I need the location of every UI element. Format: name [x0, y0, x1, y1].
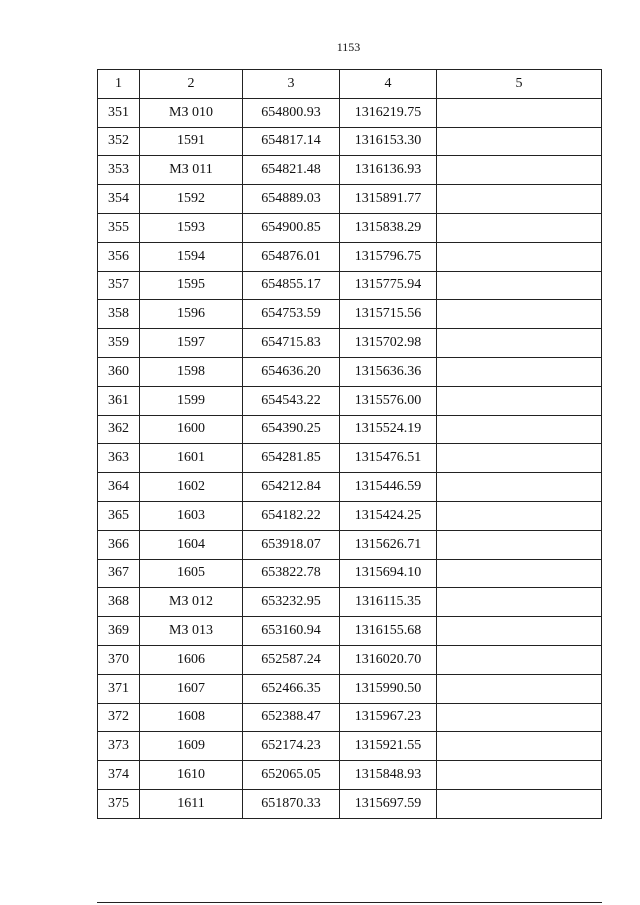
table-cell-col-2: 1598 — [140, 357, 243, 386]
table-cell-col-5 — [437, 156, 602, 185]
table-cell-col-3: 651870.33 — [243, 789, 340, 818]
table-cell-col-1: 356 — [98, 242, 140, 271]
table-row — [98, 789, 602, 818]
table-row — [98, 761, 602, 790]
table-cell-col-5 — [437, 501, 602, 530]
coordinates-table — [97, 69, 602, 819]
table-cell-col-4: 1316219.75 — [340, 98, 437, 127]
table-cell-col-1: 351 — [98, 98, 140, 127]
table-cell-col-1: 363 — [98, 444, 140, 473]
table-cell-col-1: 358 — [98, 300, 140, 329]
table-cell-col-5 — [437, 674, 602, 703]
header-cell-3: 3 — [243, 70, 340, 99]
table-cell-col-4: 1315424.25 — [340, 501, 437, 530]
table-row — [98, 127, 602, 156]
table-header — [98, 70, 602, 99]
table-cell-col-4: 1316115.35 — [340, 588, 437, 617]
table-cell-col-5 — [437, 415, 602, 444]
table-cell-col-1: 360 — [98, 357, 140, 386]
table-cell-col-1: 375 — [98, 789, 140, 818]
table-cell-col-1: 354 — [98, 185, 140, 214]
table-cell-col-3: 654876.01 — [243, 242, 340, 271]
table-cell-col-4: 1315990.50 — [340, 674, 437, 703]
table-cell-col-2: 1595 — [140, 271, 243, 300]
table-cell-col-3: 654281.85 — [243, 444, 340, 473]
table-cell-col-3: 654543.22 — [243, 386, 340, 415]
table-row — [98, 415, 602, 444]
table-cell-col-3: 654753.59 — [243, 300, 340, 329]
header-cell-2: 2 — [140, 70, 243, 99]
table-cell-col-5 — [437, 444, 602, 473]
table-cell-col-4: 1315848.93 — [340, 761, 437, 790]
header-cell-5: 5 — [437, 70, 602, 99]
table-cell-col-2: 1608 — [140, 703, 243, 732]
table-cell-col-4: 1315476.51 — [340, 444, 437, 473]
table-cell-col-2: МЗ 013 — [140, 617, 243, 646]
table-row — [98, 386, 602, 415]
table-cell-col-2: 1606 — [140, 645, 243, 674]
table-cell-col-1: 357 — [98, 271, 140, 300]
table-row — [98, 98, 602, 127]
table-row — [98, 703, 602, 732]
table-row — [98, 559, 602, 588]
table-cell-col-3: 652587.24 — [243, 645, 340, 674]
table-cell-col-2: МЗ 012 — [140, 588, 243, 617]
table-row — [98, 242, 602, 271]
table-row — [98, 617, 602, 646]
table-body — [98, 98, 602, 818]
table-cell-col-4: 1315576.00 — [340, 386, 437, 415]
table-cell-col-5 — [437, 789, 602, 818]
table-cell-col-4: 1315967.23 — [340, 703, 437, 732]
table-cell-col-5 — [437, 645, 602, 674]
table-row — [98, 530, 602, 559]
table-row — [98, 185, 602, 214]
table-cell-col-2: 1600 — [140, 415, 243, 444]
table-cell-col-4: 1315796.75 — [340, 242, 437, 271]
table-cell-col-5 — [437, 588, 602, 617]
table-cell-col-5 — [437, 617, 602, 646]
table-cell-col-3: 654900.85 — [243, 213, 340, 242]
table-cell-col-5 — [437, 386, 602, 415]
table-row — [98, 156, 602, 185]
table-cell-col-1: 362 — [98, 415, 140, 444]
table-cell-col-3: 652388.47 — [243, 703, 340, 732]
table-row — [98, 357, 602, 386]
table-cell-col-1: 372 — [98, 703, 140, 732]
table-cell-col-3: 654889.03 — [243, 185, 340, 214]
table-cell-col-2: 1603 — [140, 501, 243, 530]
table-cell-col-1: 364 — [98, 473, 140, 502]
table-cell-col-1: 361 — [98, 386, 140, 415]
table-cell-col-3: 654636.20 — [243, 357, 340, 386]
table-cell-col-4: 1315694.10 — [340, 559, 437, 588]
table-cell-col-4: 1315838.29 — [340, 213, 437, 242]
table-cell-col-2: 1602 — [140, 473, 243, 502]
table-row — [98, 674, 602, 703]
table-cell-col-4: 1315775.94 — [340, 271, 437, 300]
table-cell-col-2: 1604 — [140, 530, 243, 559]
table-row — [98, 444, 602, 473]
table-cell-col-5 — [437, 127, 602, 156]
table-cell-col-2: 1610 — [140, 761, 243, 790]
table-cell-col-2: 1592 — [140, 185, 243, 214]
table-cell-col-1: 368 — [98, 588, 140, 617]
table-cell-col-2: 1605 — [140, 559, 243, 588]
table-cell-col-5 — [437, 271, 602, 300]
table-cell-col-2: 1607 — [140, 674, 243, 703]
table-cell-col-2: 1599 — [140, 386, 243, 415]
table-cell-col-2: 1611 — [140, 789, 243, 818]
table-cell-col-4: 1315891.77 — [340, 185, 437, 214]
table-cell-col-5 — [437, 329, 602, 358]
table-cell-col-1: 374 — [98, 761, 140, 790]
table-cell-col-3: 653232.95 — [243, 588, 340, 617]
table-cell-col-3: 654821.48 — [243, 156, 340, 185]
table-cell-col-5 — [437, 530, 602, 559]
table-cell-col-2: МЗ 010 — [140, 98, 243, 127]
table-cell-col-4: 1315697.59 — [340, 789, 437, 818]
table-row — [98, 329, 602, 358]
table-row — [98, 271, 602, 300]
table-cell-col-4: 1315702.98 — [340, 329, 437, 358]
table-row — [98, 300, 602, 329]
table-cell-col-5 — [437, 98, 602, 127]
table-cell-col-3: 653160.94 — [243, 617, 340, 646]
table-cell-col-5 — [437, 300, 602, 329]
table-row — [98, 213, 602, 242]
table-cell-col-5 — [437, 732, 602, 761]
table-cell-col-2: 1601 — [140, 444, 243, 473]
table-cell-col-1: 367 — [98, 559, 140, 588]
table-cell-col-3: 654855.17 — [243, 271, 340, 300]
table-cell-col-3: 654715.83 — [243, 329, 340, 358]
table-cell-col-5 — [437, 357, 602, 386]
table-cell-col-4: 1315636.36 — [340, 357, 437, 386]
table-cell-col-1: 371 — [98, 674, 140, 703]
table-cell-col-1: 353 — [98, 156, 140, 185]
table-cell-col-3: 654817.14 — [243, 127, 340, 156]
table-cell-col-2: 1597 — [140, 329, 243, 358]
table-cell-col-5 — [437, 213, 602, 242]
table-cell-col-1: 369 — [98, 617, 140, 646]
table-row — [98, 501, 602, 530]
table-row — [98, 588, 602, 617]
table-cell-col-4: 1315446.59 — [340, 473, 437, 502]
table-cell-col-1: 352 — [98, 127, 140, 156]
table-cell-col-5 — [437, 559, 602, 588]
table-cell-col-1: 366 — [98, 530, 140, 559]
table-cell-col-3: 654390.25 — [243, 415, 340, 444]
table-cell-col-2: 1596 — [140, 300, 243, 329]
header-cell-4: 4 — [340, 70, 437, 99]
table-cell-col-4: 1316020.70 — [340, 645, 437, 674]
table-cell-col-4: 1315921.55 — [340, 732, 437, 761]
table-cell-col-1: 365 — [98, 501, 140, 530]
table-cell-col-3: 652174.23 — [243, 732, 340, 761]
table-cell-col-1: 370 — [98, 645, 140, 674]
table-cell-col-2: 1591 — [140, 127, 243, 156]
table-cell-col-3: 654182.22 — [243, 501, 340, 530]
table-cell-col-4: 1316136.93 — [340, 156, 437, 185]
table-row — [98, 473, 602, 502]
table-cell-col-3: 654212.84 — [243, 473, 340, 502]
table-cell-col-5 — [437, 185, 602, 214]
table-cell-col-5 — [437, 242, 602, 271]
table-cell-col-2: 1593 — [140, 213, 243, 242]
table-cell-col-2: 1594 — [140, 242, 243, 271]
table-cell-col-3: 652065.05 — [243, 761, 340, 790]
table-cell-col-2: МЗ 011 — [140, 156, 243, 185]
page-number: 1153 — [336, 40, 361, 54]
table-row — [98, 732, 602, 761]
table-cell-col-5 — [437, 473, 602, 502]
header-cell-1: 1 — [98, 70, 140, 99]
table-cell-col-3: 653822.78 — [243, 559, 340, 588]
header-row — [98, 70, 602, 99]
table-cell-col-4: 1315715.56 — [340, 300, 437, 329]
table-cell-col-2: 1609 — [140, 732, 243, 761]
table-cell-col-4: 1316153.30 — [340, 127, 437, 156]
table-cell-col-5 — [437, 761, 602, 790]
table-cell-col-1: 373 — [98, 732, 140, 761]
table-cell-col-3: 652466.35 — [243, 674, 340, 703]
table-cell-col-3: 654800.93 — [243, 98, 340, 127]
table-cell-col-3: 653918.07 — [243, 530, 340, 559]
table-cell-col-4: 1315524.19 — [340, 415, 437, 444]
table-cell-col-1: 355 — [98, 213, 140, 242]
footer-rule — [97, 902, 602, 903]
table-cell-col-4: 1315626.71 — [340, 530, 437, 559]
table-cell-col-1: 359 — [98, 329, 140, 358]
table-row — [98, 645, 602, 674]
table-cell-col-4: 1316155.68 — [340, 617, 437, 646]
table-cell-col-5 — [437, 703, 602, 732]
